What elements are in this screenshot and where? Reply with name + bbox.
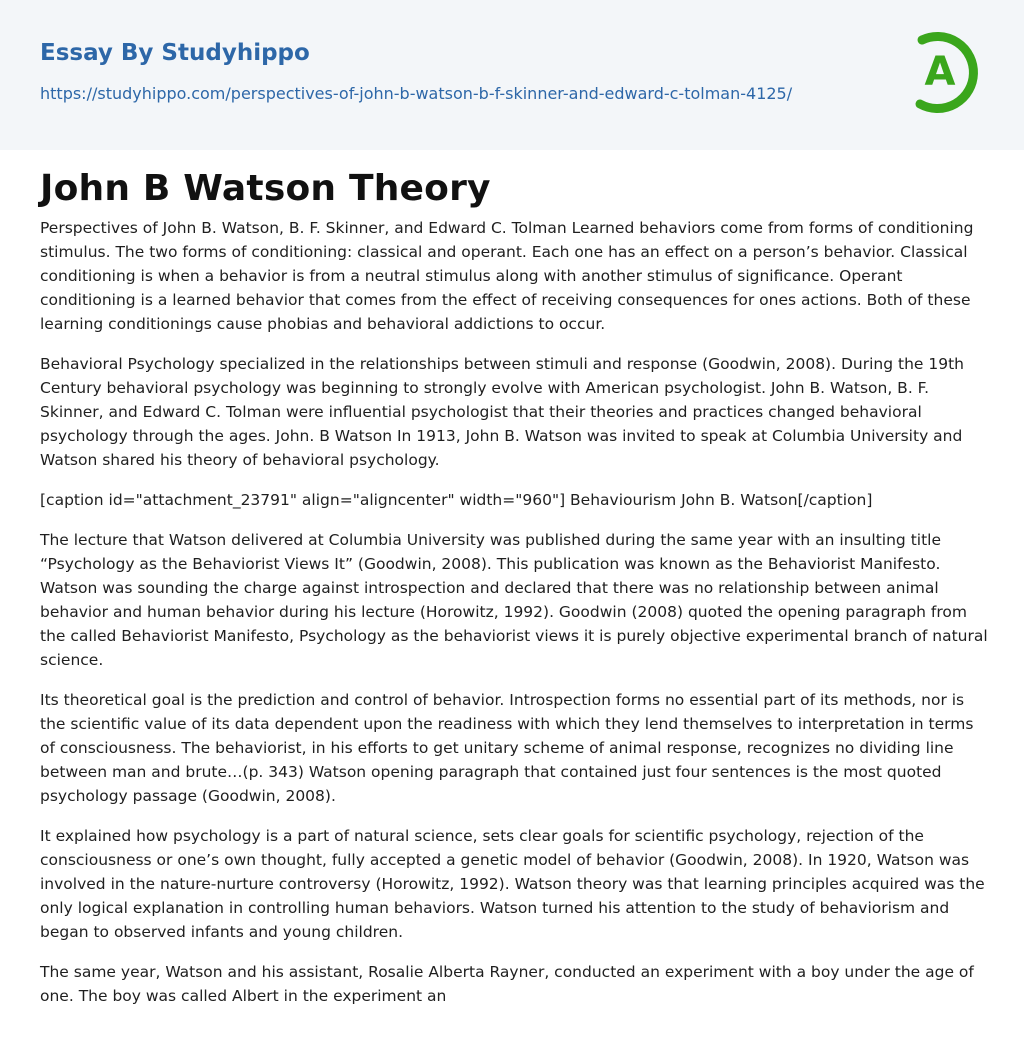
site-header xyxy=(0,0,1024,150)
paragraph: The lecture that Watson delivered at Columbia University was published during the same year with an insulting title “Psychology as the Behaviorist Views It” (Goodwin, 2008). This publication was known as the Behaviorist Manifesto. Watson was sounding the charge against introspection and declared that there was no relationship between animal behavior and human behavior during his lecture (Horowitz, 1992). Goodwin (2008) quoted the opening paragraph from the called Behaviorist Manifesto, Psychology as the behaviorist views it is purely objective experimental branch of natural science. xyxy=(40,531,988,669)
source-url-link[interactable]: https://studyhippo.com/perspectives-of-john-b-watson-b-f-skinner-and-edward-c-tolman-4125/ xyxy=(40,84,793,103)
paragraph: Behavioral Psychology specialized in the relationships between stimuli and response (Goodwin, 2008). During the 19th Century behavioral psychology was beginning to strongly evolve with American psychologist. John B. Watson, B. F. Skinner, and Edward C. Tolman were influential psychologist that their theories and practices changed behavioral psychology through the ages. John. B Watson In 1913, John B. Watson was invited to speak at Columbia University and Watson shared his theory of behavioral psychology. xyxy=(40,355,964,469)
paragraph-truncated: The same year, Watson and his assistant, Rosalie Alberta Rayner, conducted an experiment with a boy under the age of one. The boy was called Albert in the experiment an xyxy=(40,963,974,1005)
article-body xyxy=(40,162,988,1024)
site-title: Essay By Studyhippo xyxy=(40,40,310,66)
studyhippo-logo-icon xyxy=(908,28,988,116)
logo-letter: A xyxy=(924,49,956,95)
paragraph: It explained how psychology is a part of natural science, sets clear goals for scientific psychology, rejection of the consciousness or one’s own thought, fully accepted a genetic model of behavior (Goodwin, 2008). In 1920, Watson was involved in the nature-nurture controversy (Horowitz, 1992). Watson theory was that learning principles acquired was the only logical explanation in controlling human behaviors. Watson turned his attention to the study of behaviorism and began to observed infants and young children. xyxy=(40,827,985,941)
page-title: John B Watson Theory xyxy=(40,168,491,209)
paragraph: Its theoretical goal is the prediction and control of behavior. Introspection forms no essential part of its methods, nor is the scientific value of its data dependent upon the readiness with which they lend themselves to interpretation in terms of consciousness. The behaviorist, in his efforts to get unitary scheme of animal response, recognizes no dividing line between man and brute…(p. 343) Watson opening paragraph that contained just four sentences is the most quoted psychology passage (Goodwin, 2008). xyxy=(40,691,974,805)
paragraph: Perspectives of John B. Watson, B. F. Skinner, and Edward C. Tolman Learned behaviors come from forms of conditioning stimulus. The two forms of conditioning: classical and operant. Each one has an effect on a person’s behavior. Classical conditioning is when a behavior is from a neutral stimulus along with another stimulus of significance. Operant conditioning is a learned behavior that comes from the effect of receiving consequences for ones actions. Both of these learning conditionings cause phobias and behavioral addictions to occur. xyxy=(40,219,974,333)
image-caption-shortcode: [caption id="attachment_23791" align="aligncenter" width="960"] Behaviourism John B. Watson[/caption] xyxy=(40,491,873,509)
